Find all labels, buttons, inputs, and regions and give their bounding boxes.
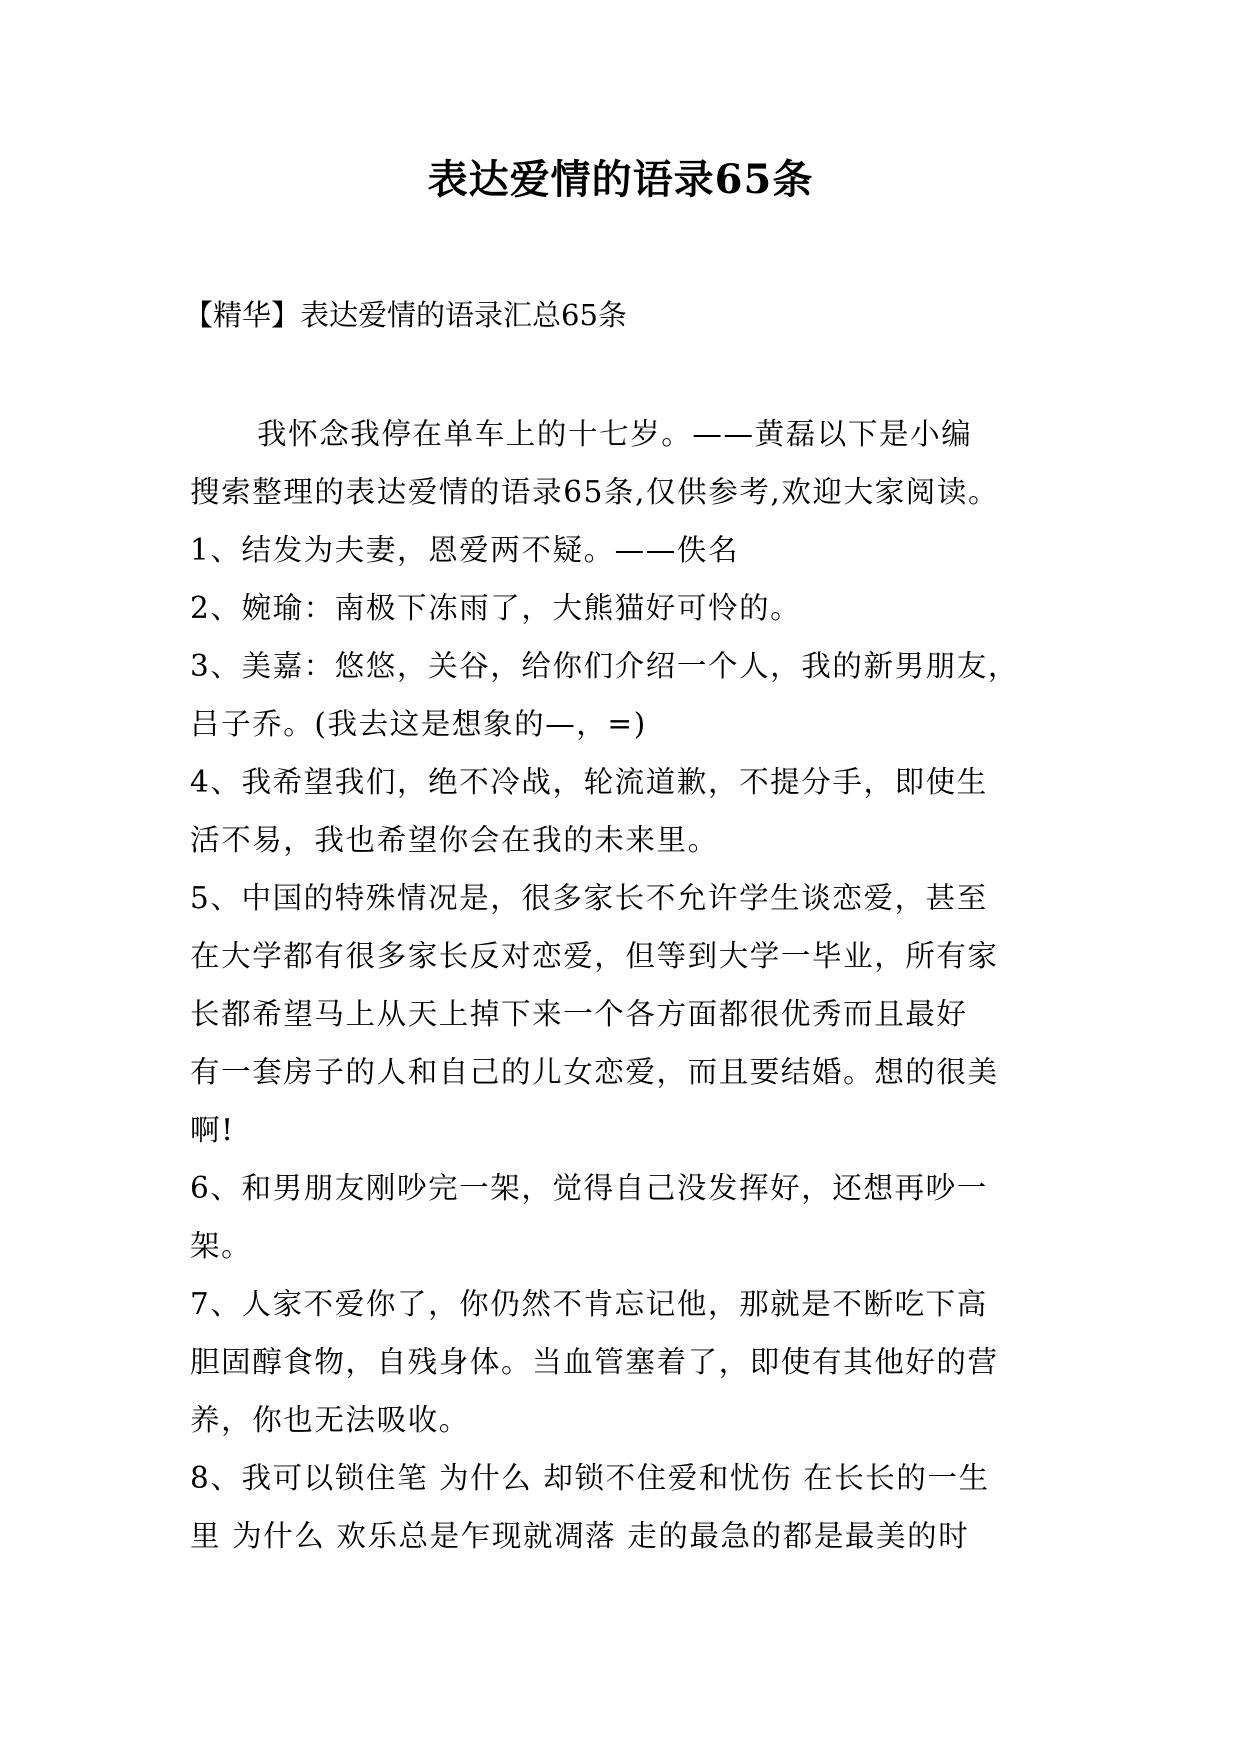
body-line: 7、人家不爱你了，你仍然不肯忘记他，那就是不断吃下高 bbox=[190, 1287, 988, 1321]
body-line: 4、我希望我们，绝不冷战，轮流道歉，不提分手，即使生 bbox=[190, 765, 988, 799]
body-line: 吕子乔。(我去这是想象的—，=) bbox=[190, 707, 647, 741]
body-line: 8、我可以锁住笔 为什么 却锁不住爱和忧伤 在长长的一生 bbox=[190, 1461, 990, 1495]
body-line: 1、结发为夫妻，恩爱两不疑。——佚名 bbox=[190, 533, 740, 567]
document-body bbox=[190, 405, 1060, 1565]
body-line: 有一套房子的人和自己的儿女恋爱，而且要结婚。想的很美 bbox=[190, 1055, 999, 1089]
body-line: 胆固醇食物，自残身体。当血管塞着了，即使有其他好的营 bbox=[190, 1345, 999, 1379]
body-line: 架。 bbox=[190, 1229, 253, 1263]
body-line: 搜索整理的表达爱情的语录65条,仅供参考,欢迎大家阅读。 bbox=[190, 475, 1000, 509]
body-line: 5、中国的特殊情况是，很多家长不允许学生谈恋爱，甚至 bbox=[190, 881, 988, 915]
body-line: 在大学都有很多家长反对恋爱，但等到大学一毕业，所有家 bbox=[190, 939, 999, 973]
body-line: 6、和男朋友刚吵完一架，觉得自己没发挥好，还想再吵一 bbox=[190, 1171, 988, 1205]
body-line: 3、美嘉：悠悠，关谷，给你们介绍一个人，我的新男朋友， bbox=[190, 649, 1019, 683]
body-line: 啊! bbox=[190, 1113, 235, 1147]
body-line: 活不易，我也希望你会在我的未来里。 bbox=[190, 823, 719, 857]
body-line: 长都希望马上从天上掉下来一个各方面都很优秀而且最好 bbox=[190, 997, 968, 1031]
document-title: 表达爱情的语录65条 bbox=[427, 156, 814, 203]
body-line: 2、婉瑜：南极下冻雨了，大熊猫好可怜的。 bbox=[190, 591, 802, 625]
body-line: 养，你也无法吸收。 bbox=[190, 1403, 470, 1437]
body-line: 我怀念我停在单车上的十七岁。——黄磊以下是小编 bbox=[257, 417, 973, 451]
body-line: 里 为什么 欢乐总是乍现就凋落 走的最急的都是最美的时 bbox=[190, 1519, 970, 1553]
document-subtitle: 【精华】表达爱情的语录汇总65条 bbox=[184, 298, 627, 332]
